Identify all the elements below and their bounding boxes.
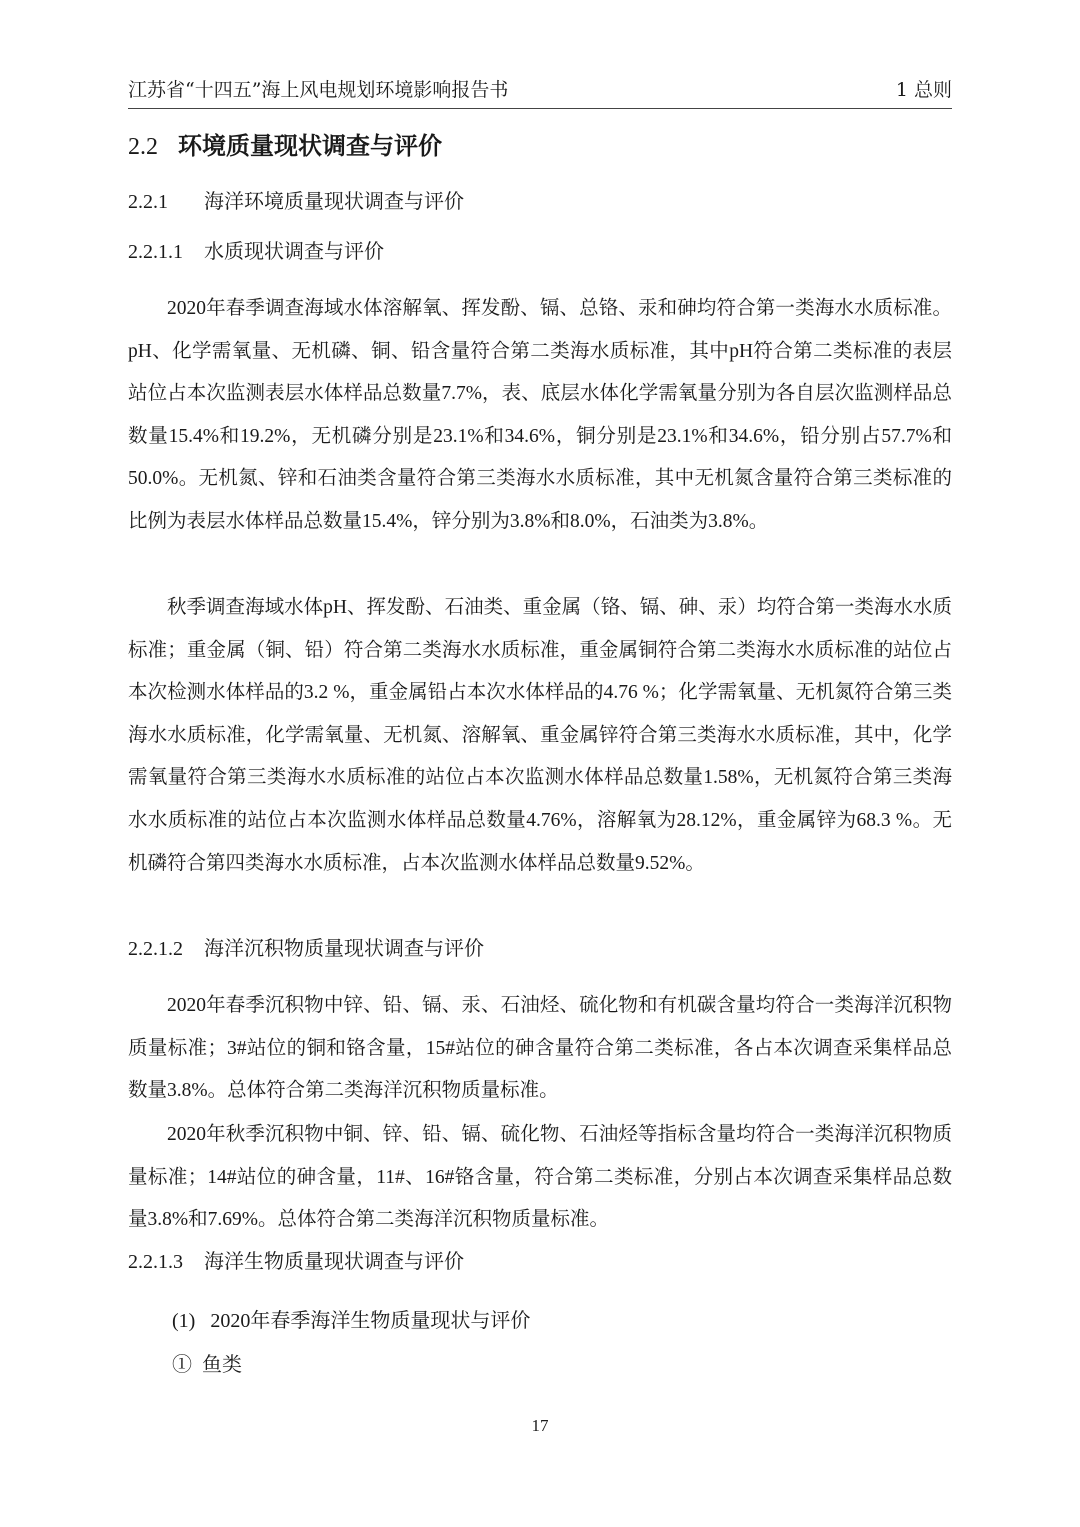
- chapter-label: 1 总则: [895, 79, 952, 101]
- list-item-spring-biology: (1) 2020年春季海洋生物质量现状与评价: [172, 1310, 531, 1332]
- sediment-spring-paragraph: 2020年春季沉积物中锌、铅、镉、汞、石油烃、硫化物和有机碳含量均符合一类海洋沉积物质量标准；3#站位的铜和铬含量，15#站位的砷含量符合第二类标准，各占本次调查采集样品总数量3.8%。总体符合第二类海洋沉积物质量标准。: [128, 995, 952, 1102]
- running-header: [128, 76, 952, 104]
- sediment-number: 2.2.1.2: [128, 938, 183, 960]
- biology-title: 海洋生物质量现状调查与评价: [204, 1249, 464, 1273]
- sediment-heading: [128, 933, 484, 964]
- list-item-fish: ① 鱼类: [172, 1354, 242, 1376]
- water-quality-title: 水质现状调查与评价: [204, 239, 384, 263]
- subsection-title: 海洋环境质量现状调查与评价: [204, 189, 464, 213]
- subsection-heading: [128, 186, 464, 217]
- sediment-title: 海洋沉积物质量现状调查与评价: [204, 936, 484, 960]
- header-divider: [128, 108, 952, 109]
- water-autumn-paragraph: 秋季调查海域水体pH、挥发酚、石油类、重金属（铬、镉、砷、汞）均符合第一类海水水质标准；重金属（铜、铅）符合第二类海水水质标准，重金属铜符合第二类海水水质标准的站位占本次检测水体样品的3.2 %，重金属铅占本次水体样品的4.76 %；化学需氧量、无机氮符合第三类海水水质标准，化学需氧量、无机氮、溶解氧、重金属锌符合第三类海水水质标准，其中，化学需氧量符合第三类海水水质标准的站位占本次监测水体样品总数量1.58%，无机氮符合第三类海水水质标准的站位占本次监测水体样品总数量4.76%，溶解氧为28.12%，重金属锌为68.3 %。无机磷符合第四类海水水质标准，占本次监测水体样品总数量9.52%。: [128, 597, 952, 874]
- subsection-number: 2.2.1: [128, 191, 168, 213]
- section-heading: [128, 128, 442, 165]
- water-quality-heading: [128, 236, 384, 267]
- section-number: 2.2: [128, 134, 158, 160]
- water-quality-number: 2.2.1.1: [128, 241, 183, 263]
- page-number: 17: [531, 1416, 549, 1435]
- sediment-autumn-paragraph: 2020年秋季沉积物中铜、锌、铅、镉、硫化物、石油烃等指标含量均符合一类海洋沉积物质量标准；14#站位的砷含量，11#、16#铬含量，符合第二类标准，分别占本次调查采集样品总数量3.8%和7.69%。总体符合第二类海洋沉积物质量标准。: [128, 1124, 952, 1231]
- section-title: 环境质量现状调查与评价: [178, 132, 442, 160]
- water-spring-paragraph: 2020年春季调查海域水体溶解氧、挥发酚、镉、总铬、汞和砷均符合第一类海水水质标准。pH、化学需氧量、无机磷、铜、铅含量符合第二类海水质标准，其中pH符合第二类标准的表层站位占本次监测表层水体样品总数量7.7%，表、底层水体化学需氧量分别为各自层次监测样品总数量15.4%和19.2%，无机磷分别是23.1%和34.6%，铜分别是23.1%和34.6%，铅分别占57.7%和50.0%。无机氮、锌和石油类含量符合第三类海水水质标准，其中无机氮含量符合第三类标准的比例为表层水体样品总数量15.4%，锌分别为3.8%和8.0%，石油类为3.8%。: [128, 298, 952, 532]
- biology-number: 2.2.1.3: [128, 1251, 183, 1273]
- biology-heading: [128, 1246, 464, 1277]
- document-title: 江苏省“十四五”海上风电规划环境影响报告书: [128, 79, 509, 101]
